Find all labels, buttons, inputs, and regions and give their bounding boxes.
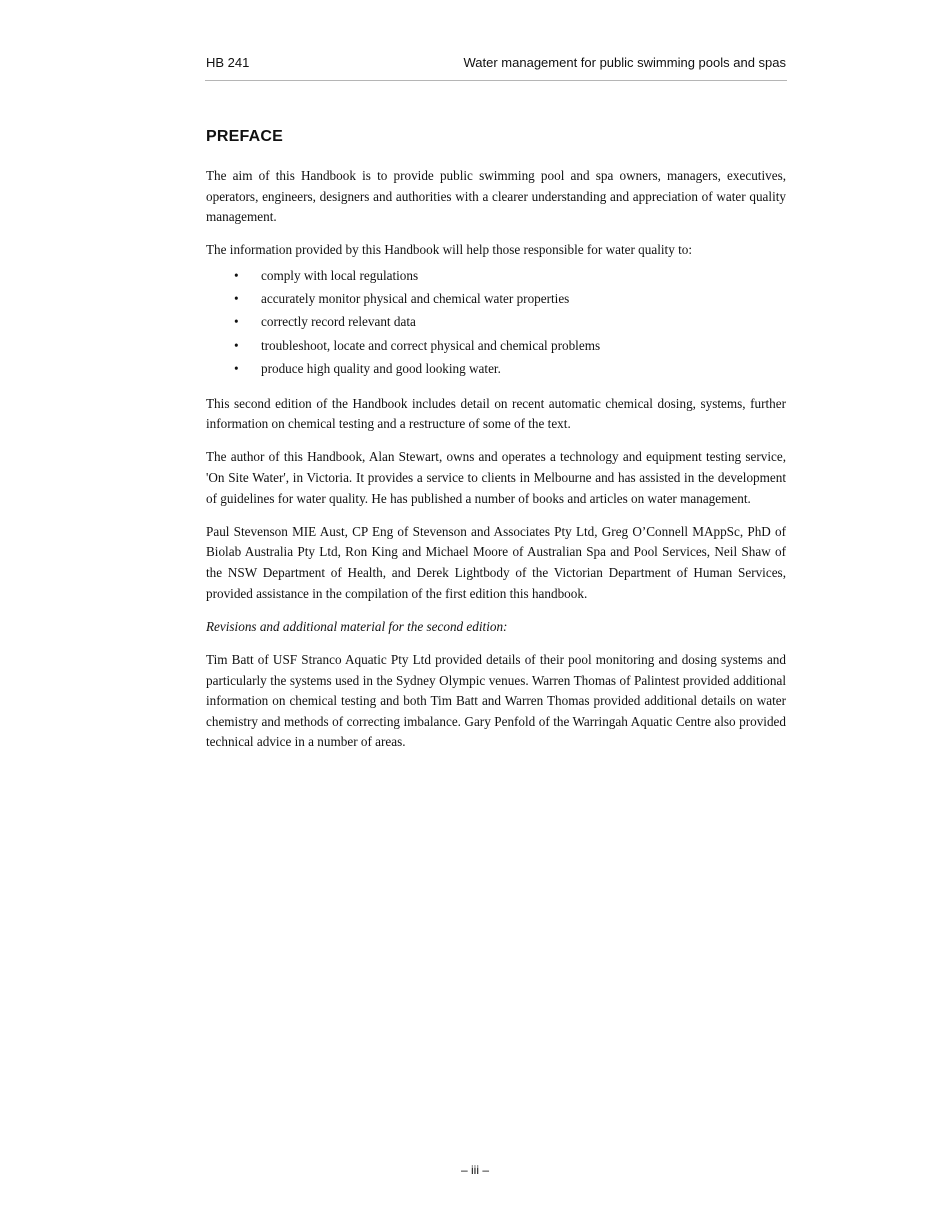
list-item-text: accurately monitor physical and chemical water properties (261, 290, 570, 306)
list-item (206, 334, 786, 357)
paragraph-revisions: Tim Batt of USF Stranco Aquatic Pty Ltd provided details of their pool monitoring and dosing systems and particularly the systems used in the Sydney Olympic venues. Warren Thomas of Palintest provided additional information on chemical testing and both Tim Batt and Warren Thomas provided additional details on water chemistry and methods of correcting imbalance. Gary Penfold of the Warringah Aquatic Centre also provided technical advice in a number of areas. (206, 651, 786, 750)
list-item-text: produce high quality and good looking water. (261, 361, 501, 377)
bullet-icon: • (234, 290, 239, 306)
bullet-icon: • (234, 361, 239, 377)
list-item-text: comply with local regulations (261, 267, 419, 283)
paragraph-author: The author of this Handbook, Alan Stewart, owns and operates a technology and equipment testing service, 'On Site Water', in Victoria. It provides a service to clients in Melbourne and has assisted in the development of guidelines for water quality. He has published a number of books and articles on water management. (206, 449, 786, 506)
paragraph-aim: The aim of this Handbook is to provide public swimming pool and spa owners, managers, executives, operators, engineers, designers and authorities with a clearer understanding and appreciation of water quality management. (206, 168, 786, 225)
bullet-icon: • (234, 314, 239, 330)
document-code: HB 241 (206, 55, 250, 70)
page-header (205, 54, 787, 81)
list-item-text: correctly record relevant data (261, 314, 416, 330)
paragraph-acknowledgements: Paul Stevenson MIE Aust, CP Eng of Stevenson and Associates Pty Ltd, Greg O’Connell MAppSc, PhD of Biolab Australia Pty Ltd, Ron King and Michael Moore of Australian Spa and Pool Services, Neil Shaw of the NSW Department of Health, and Derek Lightbody of the Victorian Department of Human Services, provided assistance in the compilation of the first edition this handbook. (206, 523, 786, 601)
revisions-heading: Revisions and additional material for the second edition: (206, 618, 508, 634)
bullet-list (206, 264, 786, 381)
list-item (206, 357, 786, 380)
page-number: – iii – (460, 1163, 489, 1177)
list-item (206, 310, 786, 333)
paragraph-information-intro: The information provided by this Handbook will help those responsible for water quality to: (206, 242, 693, 258)
section-title: PREFACE (206, 128, 283, 145)
paragraph-second-edition: This second edition of the Handbook includes detail on recent automatic chemical dosing, systems, further information on chemical testing and a restructure of some of the text. (206, 395, 786, 432)
list-item-text: troubleshoot, locate and correct physical and chemical problems (261, 337, 601, 353)
list-item (206, 287, 786, 310)
page-content (206, 128, 786, 765)
list-item (206, 264, 786, 287)
bullet-icon: • (234, 337, 239, 353)
bullet-icon: • (234, 267, 239, 283)
document-title: Water management for public swimming pools and spas (463, 55, 786, 70)
